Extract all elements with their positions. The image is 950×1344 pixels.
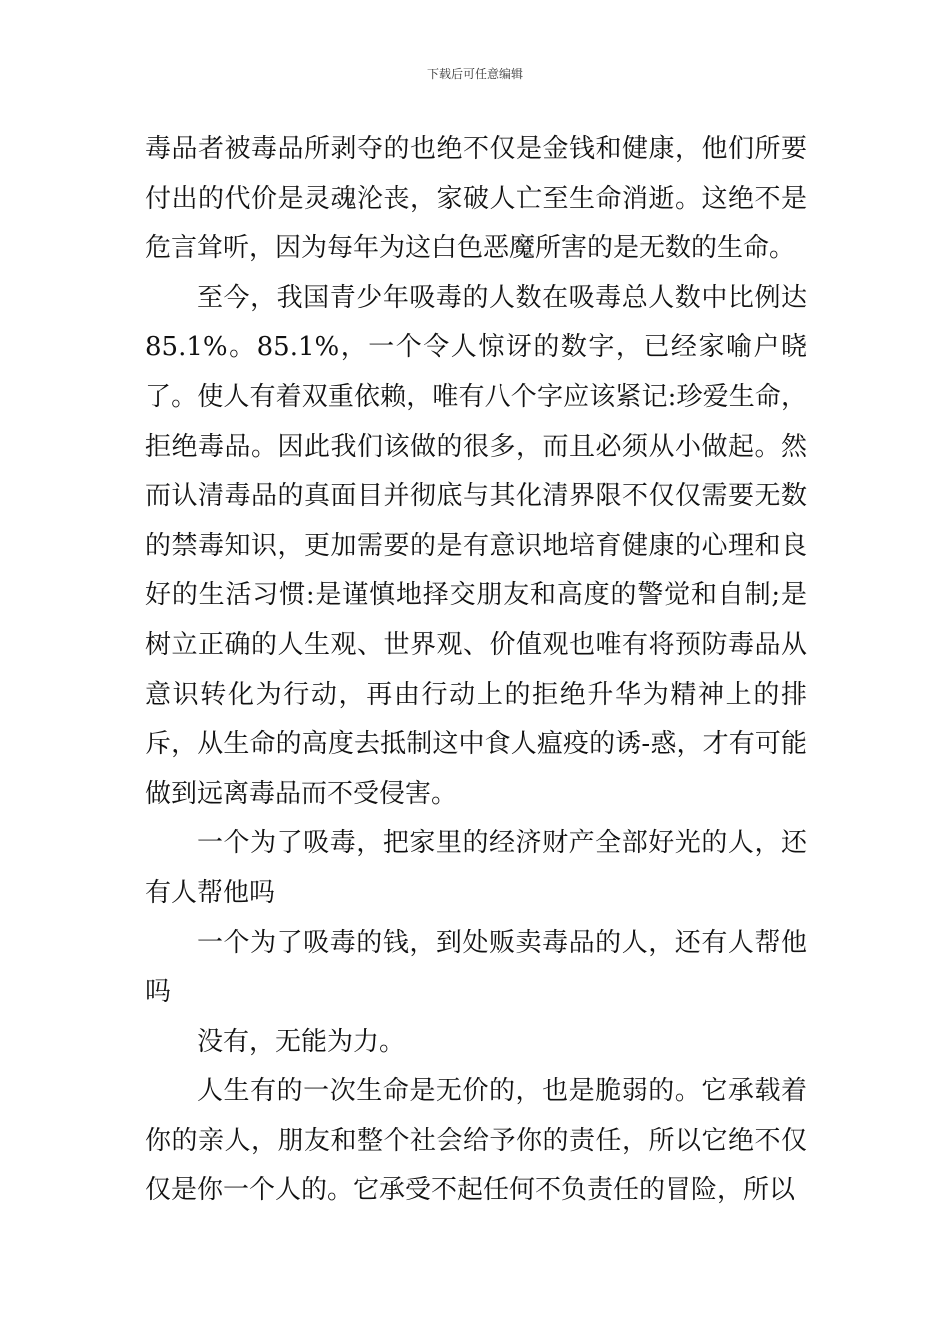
document-body <box>145 125 807 1216</box>
paragraph-4: 一个为了吸毒的钱，到处贩卖毒品的人，还有人帮他吗 <box>145 927 807 1008</box>
paragraph-5: 没有，无能为力。 <box>197 1026 406 1057</box>
paragraph-6: 人生有的一次生命是无价的，也是脆弱的。它承载着你的亲人，朋友和整个社会给予你的责任，所以它绝不仅仅是你一个人的。它承受不起任何不负责任的冒险，所以 <box>145 1076 807 1206</box>
paragraph-2: 至今，我国青少年吸毒的人数在吸毒总人数中比例达85.1%。85.1%，一个令人惊讶的数字，已经家喻户晓了。使人有着双重依赖，唯有八个字应该紧记:珍爱生命，拒绝毒品。因此我们该做的很多，而且必须从小做起。然而认清毒品的真面目并彻底与其化清界限不仅仅需要无数的禁毒知识，更加需要的是有意识地培育健康的心理和良好的生活习惯:是谨慎地择交朋友和高度的警觉和自制;是树立正确的人生观、世界观、价值观也唯有将预防毒品从意识转化为行动，再由行动上的拒绝升华为精神上的排斥，从生命的高度去抵制这中食人瘟疫的诱-惑，才有可能做到远离毒品而不受侵害。 <box>145 282 807 809</box>
paragraph-3: 一个为了吸毒，把家里的经济财产全部好光的人，还有人帮他吗 <box>145 828 807 908</box>
paragraph-1: 毒品者被毒品所剥夺的也绝不仅是金钱和健康，他们所要付出的代价是灵魂沦丧，家破人亡至生命消逝。这绝不是危言耸听，因为每年为这白色恶魔所害的是无数的生命。 <box>145 134 807 264</box>
page-header: 下载后可任意编辑 <box>426 67 523 81</box>
